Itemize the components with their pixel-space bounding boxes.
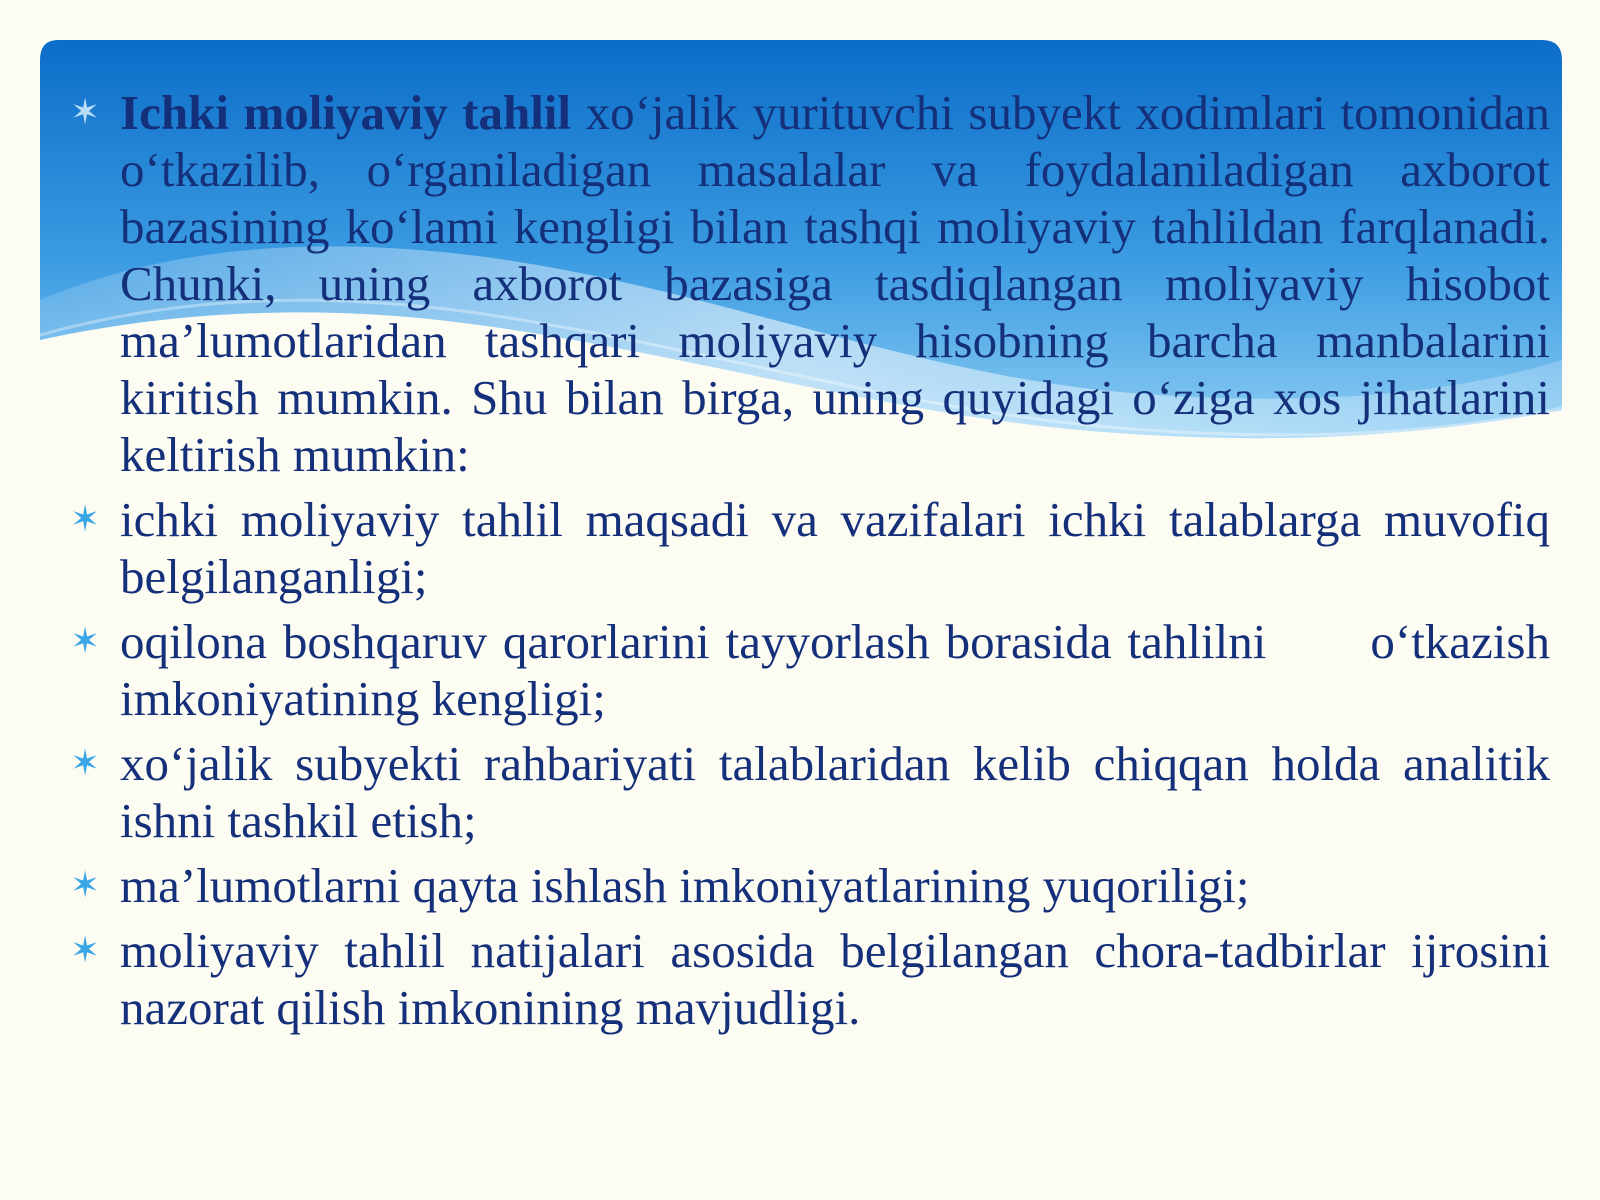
asterisk-bullet-icon: ✶ bbox=[70, 865, 101, 906]
bullet-item bbox=[70, 922, 1550, 1036]
bullet-intro bbox=[70, 84, 1550, 483]
asterisk-bullet-icon: ✶ bbox=[70, 499, 101, 540]
bullet-item bbox=[70, 735, 1550, 849]
slide-body bbox=[70, 84, 1550, 1036]
bullet-text-line2-end: o‘tkazish imkoniyatining kengligi; bbox=[120, 614, 1550, 726]
asterisk-bullet-icon: ✶ bbox=[70, 92, 101, 133]
bullet-item bbox=[70, 613, 1550, 727]
asterisk-bullet-icon: ✶ bbox=[70, 621, 101, 662]
asterisk-bullet-icon: ✶ bbox=[70, 930, 101, 971]
bullet-text: moliyaviy tahlil natijalari asosida belgilangan chora-tadbirlar ijrosini nazorat qilish imkonining mavjudligi. bbox=[120, 923, 1550, 1035]
bullet-text: ma’lumotlarni qayta ishlash imkoniyatlarining yuqoriligi; bbox=[120, 858, 1250, 913]
bullet-item bbox=[70, 857, 1550, 914]
bullet-text: xo‘jalik subyekti rahbariyati talablaridan kelib chiqqan holda analitik ishni tashkil etish; bbox=[120, 736, 1550, 848]
bold-term: Ichki moliyaviy tahlil bbox=[120, 85, 572, 140]
intro-text: xo‘jalik yurituvchi subyekt xodimlari tomonidan o‘tkazilib, o‘rganiladigan masalalar va foydalaniladigan axborot bazasining ko‘lami kengligi bilan tashqi moliyaviy tahlildan farqlanadi. Chunki, uning axborot bazasiga tasdiqlangan moliyaviy hisobot ma’lumotlaridan tashqari moliyaviy hisobning barcha manbalarini kiritish mumkin. Shu bilan birga, uning quyidagi o‘ziga xos jihatlarini keltirish mumkin: bbox=[120, 85, 1551, 482]
bullet-text-line1: oqilona boshqaruv qarorlarini tayyorlash borasida bbox=[120, 614, 1112, 669]
asterisk-bullet-icon: ✶ bbox=[70, 743, 101, 784]
bullet-text: ichki moliyaviy tahlil maqsadi va vazifalari ichki talablarga muvofiq belgilanganligi; bbox=[120, 492, 1550, 604]
bullet-text-line2-start: tahlilni bbox=[1127, 614, 1267, 669]
bullet-item bbox=[70, 491, 1550, 605]
